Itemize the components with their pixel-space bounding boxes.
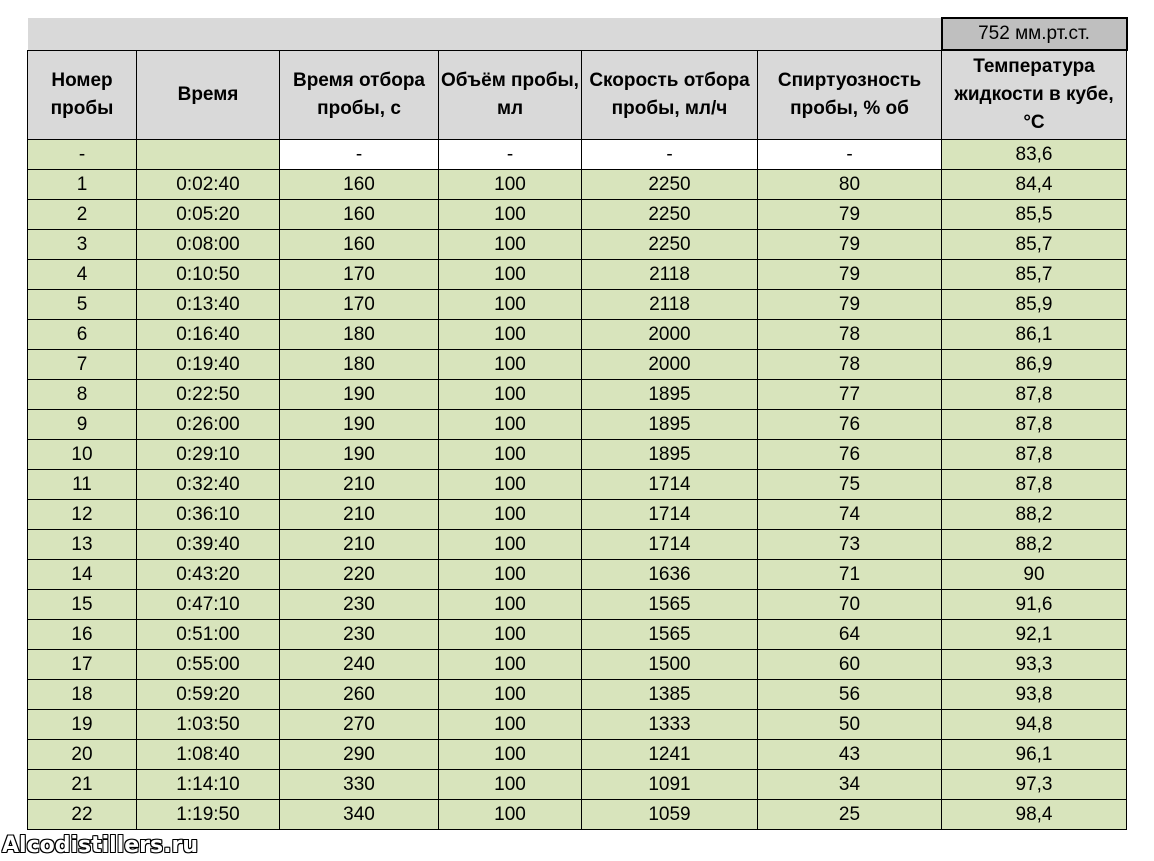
table-row <box>28 230 1127 260</box>
cell-sampling-rate: 1059 <box>582 800 758 830</box>
table-row <box>28 260 1127 290</box>
cell-sampling-rate: 1091 <box>582 770 758 800</box>
cell-alcohol-strength: 80 <box>758 170 942 200</box>
cell-sample-number: 17 <box>28 650 137 680</box>
cell-alcohol-strength: 73 <box>758 530 942 560</box>
cell-sampling-rate: 1565 <box>582 590 758 620</box>
cell-sampling-duration: 220 <box>280 560 439 590</box>
header-alcohol-strength: Спиртуозность пробы, % об <box>758 50 942 140</box>
cell-time: 0:10:50 <box>137 260 280 290</box>
cell-sample-volume: 100 <box>439 440 582 470</box>
cell-still-temperature: 85,7 <box>942 260 1127 290</box>
cell-time: 0:19:40 <box>137 350 280 380</box>
cell-sample-volume: 100 <box>439 560 582 590</box>
cell-sample-volume: 100 <box>439 470 582 500</box>
cell-alcohol-strength: 43 <box>758 740 942 770</box>
cell-alcohol-strength: 79 <box>758 230 942 260</box>
cell-still-temperature: 97,3 <box>942 770 1127 800</box>
cell-sample-volume: 100 <box>439 500 582 530</box>
cell-sample-volume: 100 <box>439 740 582 770</box>
table-row <box>28 620 1127 650</box>
cell-sample-volume: 100 <box>439 350 582 380</box>
cell-alcohol-strength: 71 <box>758 560 942 590</box>
cell-time: 0:16:40 <box>137 320 280 350</box>
cell-sample-volume: 100 <box>439 800 582 830</box>
cell-alcohol-strength: 75 <box>758 470 942 500</box>
cell-time: 0:13:40 <box>137 290 280 320</box>
cell-sample-number: 5 <box>28 290 137 320</box>
cell-sampling-rate: 2250 <box>582 200 758 230</box>
cell-alcohol-strength: 79 <box>758 260 942 290</box>
cell-sampling-rate: - <box>582 140 758 170</box>
cell-sample-volume: 100 <box>439 170 582 200</box>
cell-sample-number: 2 <box>28 200 137 230</box>
cell-sampling-rate: 1714 <box>582 500 758 530</box>
header-sampling-duration: Время отбора пробы, с <box>280 50 439 140</box>
cell-sampling-rate: 1500 <box>582 650 758 680</box>
cell-sample-volume: 100 <box>439 680 582 710</box>
cell-sample-number: 14 <box>28 560 137 590</box>
table-row <box>28 380 1127 410</box>
cell-still-temperature: 98,4 <box>942 800 1127 830</box>
cell-sample-number: 11 <box>28 470 137 500</box>
cell-still-temperature: 85,5 <box>942 200 1127 230</box>
distillation-table-sheet <box>27 17 1128 830</box>
cell-time: 0:32:40 <box>137 470 280 500</box>
cell-time: 1:08:40 <box>137 740 280 770</box>
table-row <box>28 650 1127 680</box>
cell-alcohol-strength: 50 <box>758 710 942 740</box>
cell-sampling-rate: 1895 <box>582 440 758 470</box>
cell-sample-volume: 100 <box>439 590 582 620</box>
cell-sampling-duration: 260 <box>280 680 439 710</box>
cell-still-temperature: 86,1 <box>942 320 1127 350</box>
cell-still-temperature: 92,1 <box>942 620 1127 650</box>
cell-sample-number: 1 <box>28 170 137 200</box>
cell-sample-number: 8 <box>28 380 137 410</box>
cell-sampling-rate: 1636 <box>582 560 758 590</box>
pressure-row <box>28 18 1127 50</box>
cell-time: 0:55:00 <box>137 650 280 680</box>
table-row <box>28 680 1127 710</box>
cell-time: 0:59:20 <box>137 680 280 710</box>
cell-alcohol-strength: 78 <box>758 350 942 380</box>
cell-still-temperature: 87,8 <box>942 410 1127 440</box>
cell-sampling-duration: 190 <box>280 410 439 440</box>
table-row <box>28 200 1127 230</box>
header-sample-volume: Объём пробы, мл <box>439 50 582 140</box>
cell-still-temperature: 85,7 <box>942 230 1127 260</box>
cell-sampling-duration: - <box>280 140 439 170</box>
cell-still-temperature: 90 <box>942 560 1127 590</box>
cell-alcohol-strength: 76 <box>758 410 942 440</box>
cell-sampling-duration: 290 <box>280 740 439 770</box>
cell-sample-volume: 100 <box>439 200 582 230</box>
cell-sample-number: 10 <box>28 440 137 470</box>
table-row <box>28 350 1127 380</box>
cell-sample-number: 13 <box>28 530 137 560</box>
cell-sample-volume: 100 <box>439 380 582 410</box>
cell-alcohol-strength: 79 <box>758 200 942 230</box>
table-row <box>28 710 1127 740</box>
cell-alcohol-strength: 34 <box>758 770 942 800</box>
cell-alcohol-strength: 60 <box>758 650 942 680</box>
cell-sample-number: 6 <box>28 320 137 350</box>
cell-still-temperature: 87,8 <box>942 380 1127 410</box>
cell-sample-volume: 100 <box>439 260 582 290</box>
table-body <box>28 18 1127 830</box>
cell-sampling-duration: 170 <box>280 260 439 290</box>
cell-sampling-rate: 1565 <box>582 620 758 650</box>
table-row <box>28 440 1127 470</box>
cell-sampling-duration: 160 <box>280 230 439 260</box>
cell-time: 0:29:10 <box>137 440 280 470</box>
cell-time: 0:39:40 <box>137 530 280 560</box>
cell-still-temperature: 94,8 <box>942 710 1127 740</box>
header-sample-number: Номер пробы <box>28 50 137 140</box>
cell-alcohol-strength: 56 <box>758 680 942 710</box>
cell-time: 0:43:20 <box>137 560 280 590</box>
table-row <box>28 560 1127 590</box>
cell-sampling-rate: 1241 <box>582 740 758 770</box>
cell-sampling-rate: 1333 <box>582 710 758 740</box>
cell-sampling-duration: 240 <box>280 650 439 680</box>
cell-sample-number: 15 <box>28 590 137 620</box>
cell-sampling-rate: 2000 <box>582 350 758 380</box>
cell-still-temperature: 88,2 <box>942 500 1127 530</box>
cell-sampling-rate: 1895 <box>582 410 758 440</box>
cell-time: 1:03:50 <box>137 710 280 740</box>
table-row <box>28 740 1127 770</box>
cell-sampling-rate: 2250 <box>582 230 758 260</box>
table-row <box>28 470 1127 500</box>
cell-sample-volume: 100 <box>439 320 582 350</box>
cell-sampling-duration: 180 <box>280 350 439 380</box>
table-row <box>28 170 1127 200</box>
cell-alcohol-strength: 25 <box>758 800 942 830</box>
cell-sampling-duration: 160 <box>280 200 439 230</box>
table-row <box>28 500 1127 530</box>
cell-time <box>137 140 280 170</box>
watermark-logo: Alcodistillers.ru <box>2 833 198 858</box>
header-row <box>28 50 1127 140</box>
cell-time: 0:08:00 <box>137 230 280 260</box>
cell-sampling-duration: 210 <box>280 500 439 530</box>
cell-sample-volume: 100 <box>439 770 582 800</box>
cell-time: 0:22:50 <box>137 380 280 410</box>
table-row <box>28 140 1127 170</box>
cell-alcohol-strength: 79 <box>758 290 942 320</box>
cell-sampling-rate: 1714 <box>582 470 758 500</box>
cell-sample-volume: - <box>439 140 582 170</box>
cell-sampling-rate: 1714 <box>582 530 758 560</box>
cell-sample-number: 19 <box>28 710 137 740</box>
cell-sampling-duration: 230 <box>280 590 439 620</box>
cell-sampling-rate: 1895 <box>582 380 758 410</box>
cell-sample-volume: 100 <box>439 290 582 320</box>
cell-sample-volume: 100 <box>439 530 582 560</box>
cell-time: 1:19:50 <box>137 800 280 830</box>
distillation-table <box>27 17 1128 830</box>
cell-sampling-duration: 190 <box>280 440 439 470</box>
cell-alcohol-strength: 77 <box>758 380 942 410</box>
cell-time: 0:51:00 <box>137 620 280 650</box>
cell-still-temperature: 87,8 <box>942 440 1127 470</box>
cell-sampling-duration: 340 <box>280 800 439 830</box>
cell-sampling-rate: 2118 <box>582 290 758 320</box>
cell-still-temperature: 85,9 <box>942 290 1127 320</box>
cell-sample-number: - <box>28 140 137 170</box>
cell-sampling-duration: 270 <box>280 710 439 740</box>
cell-sampling-duration: 210 <box>280 470 439 500</box>
header-time: Время <box>137 50 280 140</box>
cell-still-temperature: 86,9 <box>942 350 1127 380</box>
cell-sampling-duration: 330 <box>280 770 439 800</box>
cell-still-temperature: 84,4 <box>942 170 1127 200</box>
cell-alcohol-strength: 76 <box>758 440 942 470</box>
cell-sample-number: 7 <box>28 350 137 380</box>
cell-alcohol-strength: 74 <box>758 500 942 530</box>
cell-sample-number: 3 <box>28 230 137 260</box>
cell-time: 0:05:20 <box>137 200 280 230</box>
cell-time: 0:26:00 <box>137 410 280 440</box>
cell-sample-volume: 100 <box>439 230 582 260</box>
cell-sampling-duration: 230 <box>280 620 439 650</box>
cell-still-temperature: 83,6 <box>942 140 1127 170</box>
cell-sampling-duration: 160 <box>280 170 439 200</box>
cell-sample-volume: 100 <box>439 620 582 650</box>
cell-sample-number: 16 <box>28 620 137 650</box>
cell-still-temperature: 96,1 <box>942 740 1127 770</box>
cell-sample-number: 9 <box>28 410 137 440</box>
cell-sample-number: 12 <box>28 500 137 530</box>
title-banner <box>28 18 942 50</box>
cell-time: 0:36:10 <box>137 500 280 530</box>
cell-sampling-rate: 1385 <box>582 680 758 710</box>
cell-sample-number: 22 <box>28 800 137 830</box>
cell-sampling-duration: 180 <box>280 320 439 350</box>
header-sampling-rate: Скорость отбора пробы, мл/ч <box>582 50 758 140</box>
cell-still-temperature: 88,2 <box>942 530 1127 560</box>
cell-sample-number: 18 <box>28 680 137 710</box>
cell-sampling-duration: 190 <box>280 380 439 410</box>
table-row <box>28 290 1127 320</box>
table-row <box>28 410 1127 440</box>
cell-sampling-duration: 170 <box>280 290 439 320</box>
cell-sampling-rate: 2250 <box>582 170 758 200</box>
cell-time: 1:14:10 <box>137 770 280 800</box>
cell-still-temperature: 87,8 <box>942 470 1127 500</box>
cell-alcohol-strength: 70 <box>758 590 942 620</box>
cell-alcohol-strength: - <box>758 140 942 170</box>
cell-time: 0:02:40 <box>137 170 280 200</box>
cell-sample-number: 21 <box>28 770 137 800</box>
pressure-cell: 752 мм.рт.ст. <box>942 18 1127 50</box>
table-row <box>28 800 1127 830</box>
cell-sampling-duration: 210 <box>280 530 439 560</box>
cell-sample-volume: 100 <box>439 650 582 680</box>
cell-still-temperature: 93,3 <box>942 650 1127 680</box>
cell-sample-volume: 100 <box>439 410 582 440</box>
table-row <box>28 530 1127 560</box>
cell-still-temperature: 91,6 <box>942 590 1127 620</box>
cell-sampling-rate: 2118 <box>582 260 758 290</box>
cell-sample-number: 20 <box>28 740 137 770</box>
cell-sampling-rate: 2000 <box>582 320 758 350</box>
cell-still-temperature: 93,8 <box>942 680 1127 710</box>
table-row <box>28 770 1127 800</box>
cell-sample-number: 4 <box>28 260 137 290</box>
cell-alcohol-strength: 78 <box>758 320 942 350</box>
table-row <box>28 320 1127 350</box>
header-still-temperature: Температура жидкости в кубе, °С <box>942 50 1127 140</box>
cell-alcohol-strength: 64 <box>758 620 942 650</box>
cell-sample-volume: 100 <box>439 710 582 740</box>
cell-time: 0:47:10 <box>137 590 280 620</box>
table-row <box>28 590 1127 620</box>
